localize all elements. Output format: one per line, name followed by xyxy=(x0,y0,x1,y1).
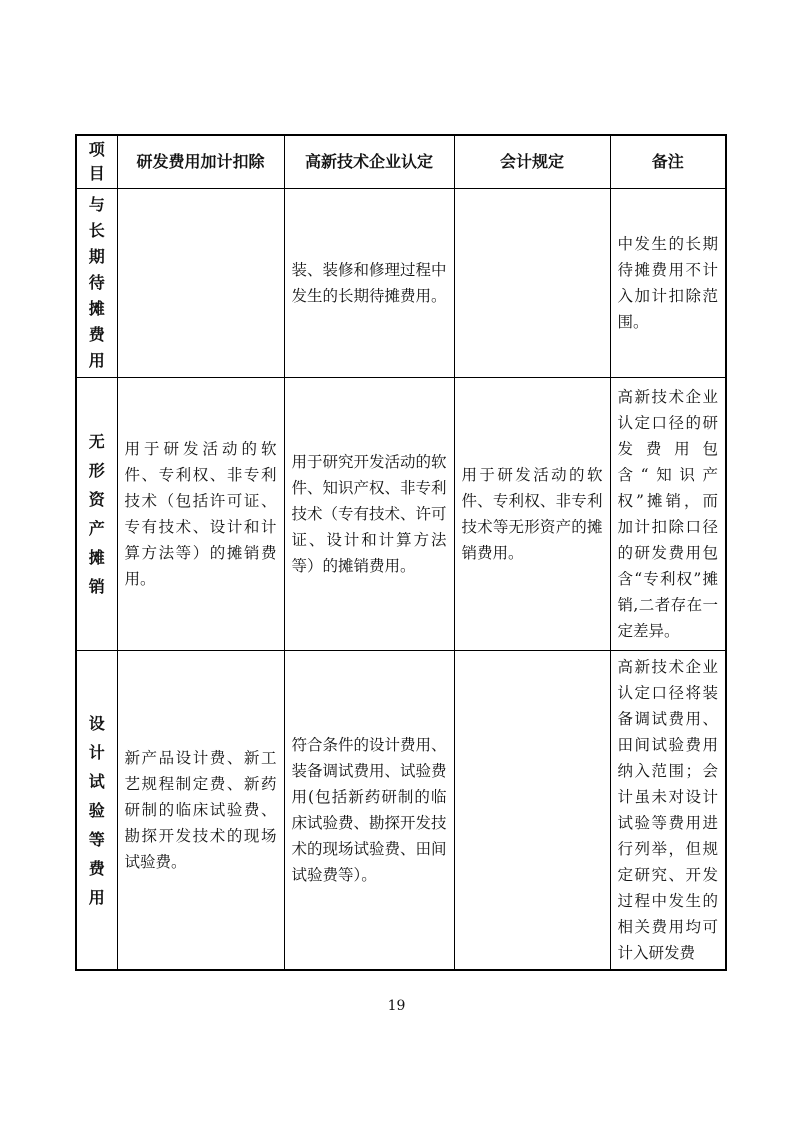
table-row-design-test-expense xyxy=(76,651,726,971)
cell-hightech: 用于研究开发活动的软件、知识产权、非专利技术（专有技术、许可证、设计和计算方法等）的摊销费用。 xyxy=(284,378,454,651)
row-item-label: 与长期待摊费用 xyxy=(88,195,105,370)
row-item-label: 设计试验等费用 xyxy=(88,713,105,907)
column-header-accounting: 会计规定 xyxy=(454,135,610,189)
cell-hightech: 装、装修和修理过程中发生的长期待摊费用。 xyxy=(284,189,454,378)
cell-rd-deduction: 用于研发活动的软件、专利权、非专利技术（包括许可证、专有技术、设计和计算方法等）的摊销费用。 xyxy=(117,378,284,651)
cell-notes: 高新技术企业认定口径的研发费用包含“知识产权”摊销，而加计扣除口径的研发费用包含“专利权”摊销,二者存在一定差异。 xyxy=(610,378,726,651)
cell-accounting xyxy=(454,651,610,971)
row-item-cell xyxy=(76,378,117,651)
cell-notes: 高新技术企业认定口径将装备调试费用、田间试验费用纳入范围；会计虽未对设计试验等费用进行列举，但规定研究、开发过程中发生的相关费用均可计入研发费 xyxy=(610,651,726,971)
cell-rd-deduction: 新产品设计费、新工艺规程制定费、新药研制的临床试验费、勘探开发技术的现场试验费。 xyxy=(117,651,284,971)
page-number: 19 xyxy=(387,998,406,1014)
cell-accounting xyxy=(454,189,610,378)
cell-rd-deduction xyxy=(117,189,284,378)
row-item-cell xyxy=(76,651,117,971)
row-item-cell xyxy=(76,189,117,378)
expense-comparison-table xyxy=(75,134,727,971)
column-header-item-label: 项目 xyxy=(88,140,105,183)
cell-notes: 中发生的长期待摊费用不计入加计扣除范围。 xyxy=(610,189,726,378)
table-row-intangible-amortization xyxy=(76,378,726,651)
table-row-long-term-deferred-expense xyxy=(76,189,726,378)
column-header-item xyxy=(76,135,117,189)
column-header-rd-deduction: 研发费用加计扣除 xyxy=(117,135,284,189)
cell-accounting: 用于研发活动的软件、专利权、非专利技术等无形资产的摊销费用。 xyxy=(454,378,610,651)
column-header-hightech: 高新技术企业认定 xyxy=(284,135,454,189)
table-header-row xyxy=(76,135,726,189)
cell-hightech: 符合条件的设计费用、装备调试费用、试验费用(包括新药研制的临床试验费、勘探开发技术的现场试验费、田间试验费等）。 xyxy=(284,651,454,971)
row-item-label: 无形资产摊销 xyxy=(88,432,105,596)
column-header-notes: 备注 xyxy=(610,135,726,189)
